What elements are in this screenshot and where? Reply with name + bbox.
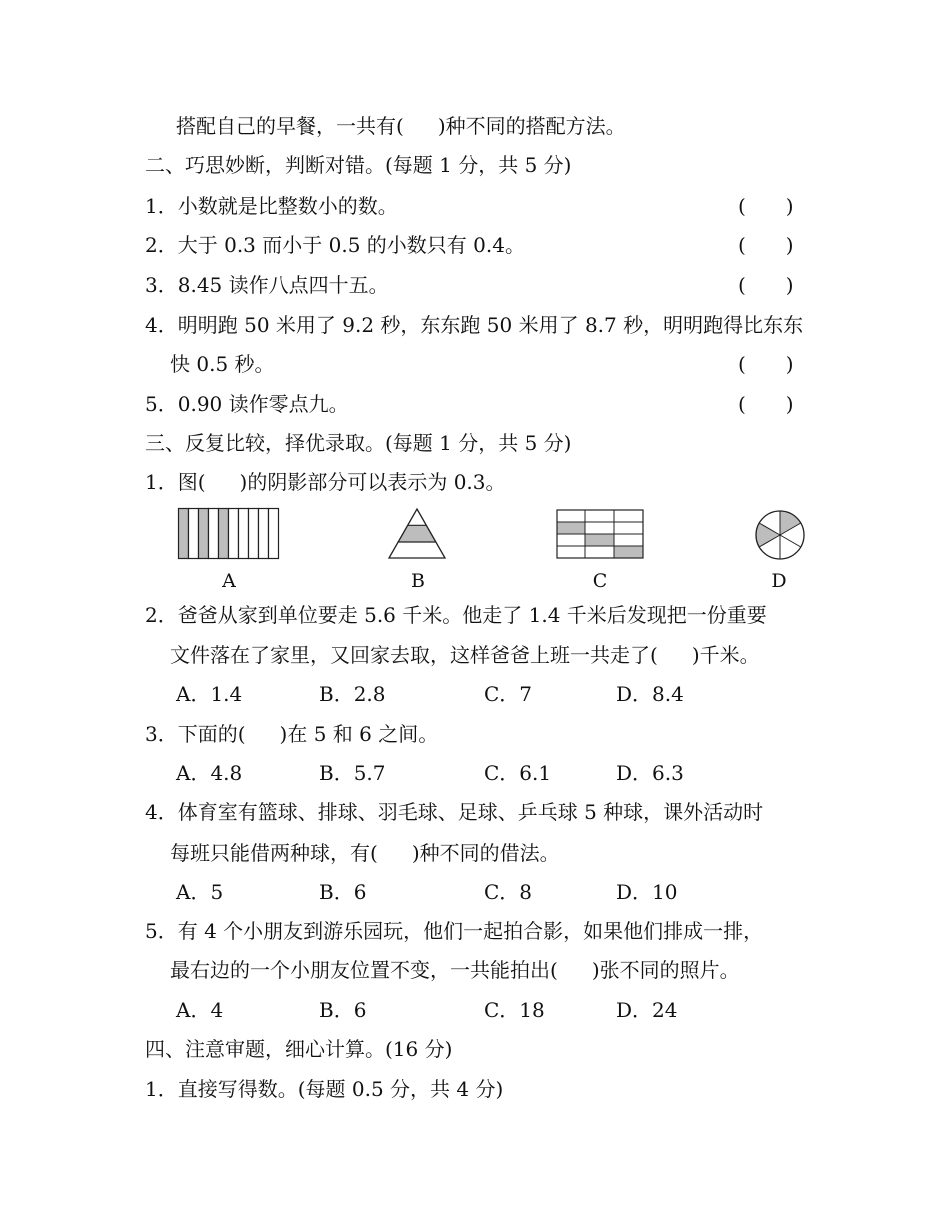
answer-parentheses[interactable]: ( ) xyxy=(738,273,794,297)
answer-parentheses[interactable]: ( ) xyxy=(738,352,794,376)
figure-a-label: A xyxy=(222,570,236,592)
question-text: 下面的( xyxy=(177,722,246,746)
question-number: 1． xyxy=(145,1077,178,1101)
question-text: 爸爸从家到单位要走 5.6 千米。他走了 1.4 千米后发现把一份重要 xyxy=(177,603,767,627)
strip-shaded xyxy=(179,509,189,559)
option-b[interactable]: B．5.7 xyxy=(319,761,386,785)
choice-question-4 xyxy=(145,800,763,824)
question-text: 最右边的一个小朋友位置不变，一共能拍出( xyxy=(170,958,558,982)
question-text: 直接写得数。(每题 0.5 分，共 4 分) xyxy=(177,1077,504,1101)
question-number: 1． xyxy=(145,194,178,218)
answer-parentheses[interactable]: ( ) xyxy=(738,233,794,257)
question-text-end: )的阴影部分可以表示为 0.3。 xyxy=(239,470,506,494)
question-number: 5． xyxy=(145,392,178,416)
strip xyxy=(239,509,249,559)
carryover-text: 搭配自己的早餐，一共有( xyxy=(176,114,404,138)
question-number: 3． xyxy=(145,273,178,297)
question-number: 5． xyxy=(145,919,178,943)
carryover-text-end: )种不同的搭配方法。 xyxy=(437,114,626,138)
choice-question-2-line2 xyxy=(170,643,760,667)
question-number: 3． xyxy=(145,722,178,746)
question-text: 有 4 个小朋友到游乐园玩，他们一起拍合影，如果他们排成一排， xyxy=(177,919,764,943)
strip xyxy=(209,509,219,559)
answer-parentheses[interactable]: ( ) xyxy=(738,194,794,218)
question-number: 4． xyxy=(145,313,178,337)
figure-d-label: D xyxy=(771,570,787,592)
figure-c-label: C xyxy=(592,570,608,592)
choice-question-3 xyxy=(145,722,438,746)
band-shaded xyxy=(398,525,436,542)
option-a[interactable]: A．5 xyxy=(176,880,224,904)
question-text-end: )在 5 和 6 之间。 xyxy=(279,722,439,746)
option-a[interactable]: A．4.8 xyxy=(176,761,243,785)
choice-question-1 xyxy=(145,470,506,494)
calc-question-1 xyxy=(145,1077,503,1101)
question-text: 文件落在了家里，又回家去取，这样爸爸上班一共走了( xyxy=(170,643,658,667)
option-c[interactable]: C．7 xyxy=(484,682,533,706)
question-text: 小数就是比整数小的数。 xyxy=(177,194,398,218)
question-text: 大于 0.3 而小于 0.5 的小数只有 0.4。 xyxy=(177,233,525,257)
question-number: 4． xyxy=(145,800,178,824)
section4-heading: 四、注意审题，细心计算。(16 分) xyxy=(145,1037,453,1061)
option-d[interactable]: D．6.3 xyxy=(616,761,684,785)
option-a[interactable]: A．4 xyxy=(176,998,224,1022)
question-text: 明明跑 50 米用了 9.2 秒，东东跑 50 米用了 8.7 秒，明明跑得比东东 xyxy=(177,313,804,337)
question-text: 体育室有篮球、排球、羽毛球、足球、乒乓球 5 种球，课外活动时 xyxy=(177,800,764,824)
figure-b-label: B xyxy=(411,570,425,592)
option-d[interactable]: D．10 xyxy=(616,880,678,904)
option-b[interactable]: B．6 xyxy=(319,998,367,1022)
option-c[interactable]: C．8 xyxy=(484,880,533,904)
strip xyxy=(249,509,259,559)
option-d[interactable]: D．24 xyxy=(616,998,678,1022)
question-text: 每班只能借两种球，有( xyxy=(170,841,378,865)
question-text-end: )千米。 xyxy=(691,643,760,667)
figure-b xyxy=(388,508,448,560)
strip xyxy=(269,509,279,559)
option-c[interactable]: C．6.1 xyxy=(484,761,552,785)
cell-shaded xyxy=(585,534,614,546)
question-text-continued: 快 0.5 秒。 xyxy=(170,352,275,376)
strip-shaded xyxy=(219,509,229,559)
figure-a xyxy=(178,508,280,560)
choice-question-5 xyxy=(145,919,763,943)
option-c[interactable]: C．18 xyxy=(484,998,545,1022)
cell-shaded xyxy=(614,546,643,558)
question-text-end: )种不同的借法。 xyxy=(411,841,560,865)
carryover-line xyxy=(176,114,626,138)
choice-question-2 xyxy=(145,603,767,627)
radius xyxy=(780,535,801,547)
strip xyxy=(229,509,239,559)
option-b[interactable]: B．2.8 xyxy=(319,682,386,706)
figure-d xyxy=(754,509,806,561)
question-text: 0.90 读作零点九。 xyxy=(177,392,349,416)
strip xyxy=(189,509,199,559)
answer-parentheses[interactable]: ( ) xyxy=(738,392,794,416)
choice-question-4-line2 xyxy=(170,841,560,865)
sector-shaded xyxy=(780,511,801,535)
option-a[interactable]: A．1.4 xyxy=(176,682,243,706)
option-b[interactable]: B．6 xyxy=(319,880,367,904)
choice-question-5-line2 xyxy=(170,958,740,982)
question-text-end: )张不同的照片。 xyxy=(591,958,740,982)
question-number: 2． xyxy=(145,233,178,257)
question-number: 2． xyxy=(145,603,178,627)
question-text: 图( xyxy=(177,470,206,494)
option-d[interactable]: D．8.4 xyxy=(616,682,684,706)
cell-shaded xyxy=(557,522,585,534)
question-text: 8.45 读作八点四十五。 xyxy=(177,273,389,297)
strip-shaded xyxy=(199,509,209,559)
question-number: 1． xyxy=(145,470,178,494)
figure-c xyxy=(556,509,644,559)
sector-shaded xyxy=(756,523,780,547)
section3-heading: 三、反复比较，择优录取。(每题 1 分，共 5 分) xyxy=(145,431,572,455)
section2-heading: 二、巧思妙断，判断对错。(每题 1 分，共 5 分) xyxy=(145,153,572,177)
strip xyxy=(259,509,269,559)
